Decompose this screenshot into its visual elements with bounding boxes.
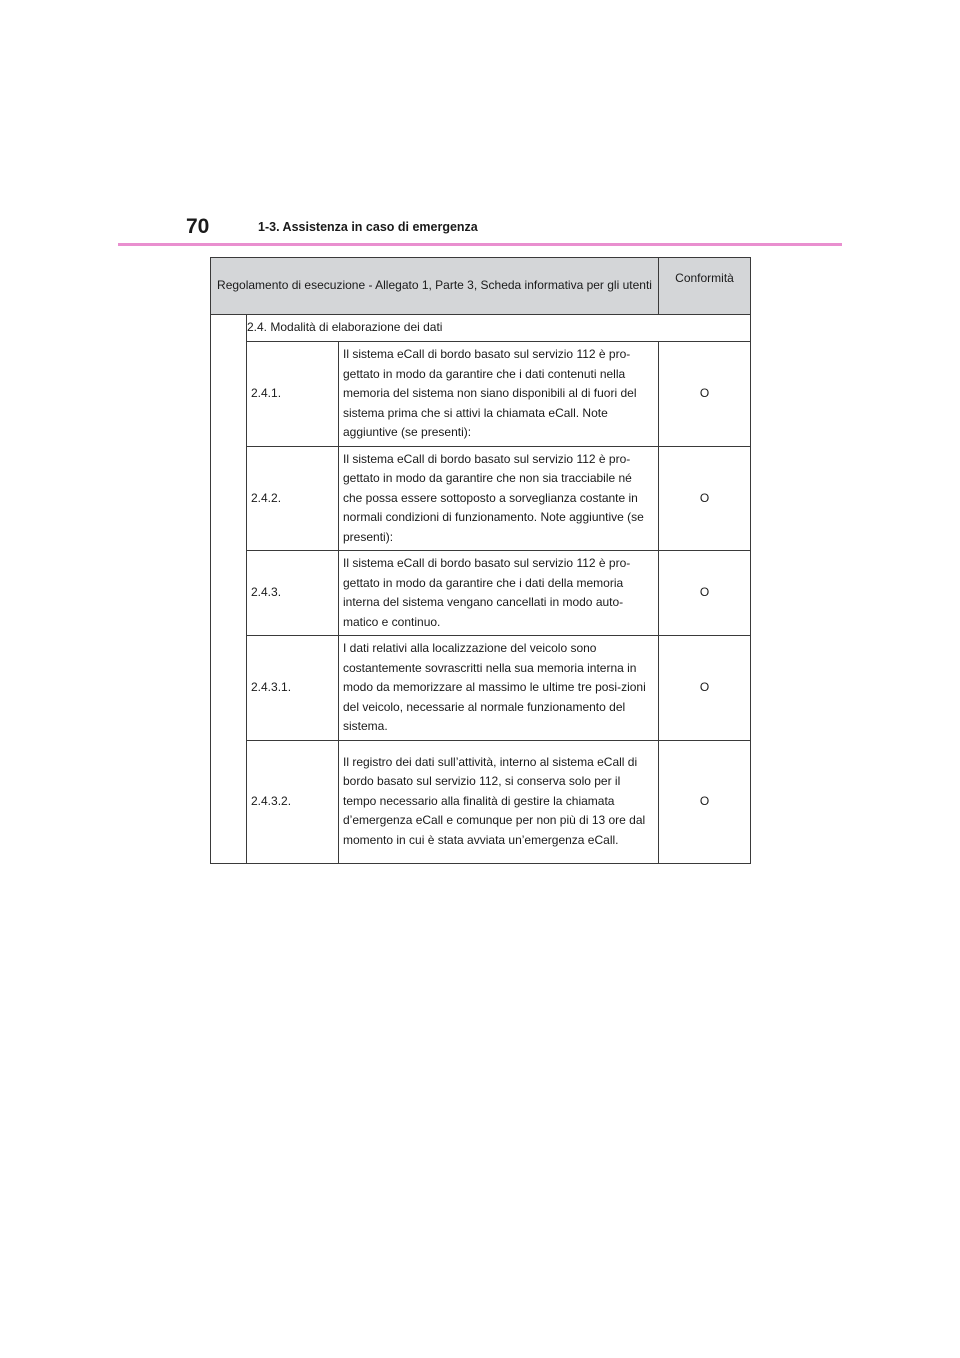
table-row <box>211 740 751 863</box>
row-compliance: O <box>659 342 751 447</box>
row-compliance: O <box>659 740 751 863</box>
row-compliance: O <box>659 446 751 551</box>
table-row <box>211 551 751 636</box>
table-row <box>211 342 751 447</box>
page-number: 70 <box>186 215 210 238</box>
row-number: 2.4.1. <box>247 342 339 447</box>
column-header-compliance: Conformità <box>659 258 751 315</box>
row-text: Il sistema eCall di bordo basato sul servizio 112 è pro-gettato in modo da garantire che i dati contenuti nella memoria del sistema non siano disponibili al di fuori del sistema prima che si attivi la chiamata eCall. Note aggiuntive (se presenti): <box>339 342 659 447</box>
header-rule <box>118 243 842 246</box>
subsection-row <box>211 315 751 342</box>
column-header-regulation: Regolamento di esecuzione - Allegato 1, Parte 3, Scheda informativa per gli utenti <box>211 258 659 315</box>
table-row <box>211 446 751 551</box>
row-number: 2.4.2. <box>247 446 339 551</box>
table-row <box>211 636 751 741</box>
subsection-title: 2.4. Modalità di elaborazione dei dati <box>247 315 751 342</box>
row-compliance: O <box>659 636 751 741</box>
row-number: 2.4.3.1. <box>247 636 339 741</box>
row-text: Il registro dei dati sull’attività, interno al sistema eCall di bordo basato sul servizio 112, si conserva solo per il tempo necessario alla finalità di gestire la chiamata d’emergenza eCall e comunque per non più di 13 ore dal momento in cui è stata avviata un’emergenza eCall. <box>339 740 659 863</box>
section-title: 1-3. Assistenza in caso di emergenza <box>258 220 478 234</box>
row-compliance: O <box>659 551 751 636</box>
table-header-row <box>211 258 751 315</box>
indent-cell <box>211 315 247 864</box>
row-text: Il sistema eCall di bordo basato sul servizio 112 è pro-gettato in modo da garantire che non sia tracciabile né che possa essere sottoposto a sorveglianza costante in normali condizioni di funzionamento. Note aggiuntive (se presenti): <box>339 446 659 551</box>
compliance-table <box>210 257 751 864</box>
row-number: 2.4.3.2. <box>247 740 339 863</box>
row-text: I dati relativi alla localizzazione del veicolo sono costantemente sovrascritti nella sua memoria interna in modo da memorizzare al massimo le ultime tre posi-zioni del veicolo, necessarie al normale funzionamento del sistema. <box>339 636 659 741</box>
row-number: 2.4.3. <box>247 551 339 636</box>
row-text: Il sistema eCall di bordo basato sul servizio 112 è pro-gettato in modo da garantire che i dati della memoria interna del sistema vengano cancellati in modo auto-matico e continuo. <box>339 551 659 636</box>
